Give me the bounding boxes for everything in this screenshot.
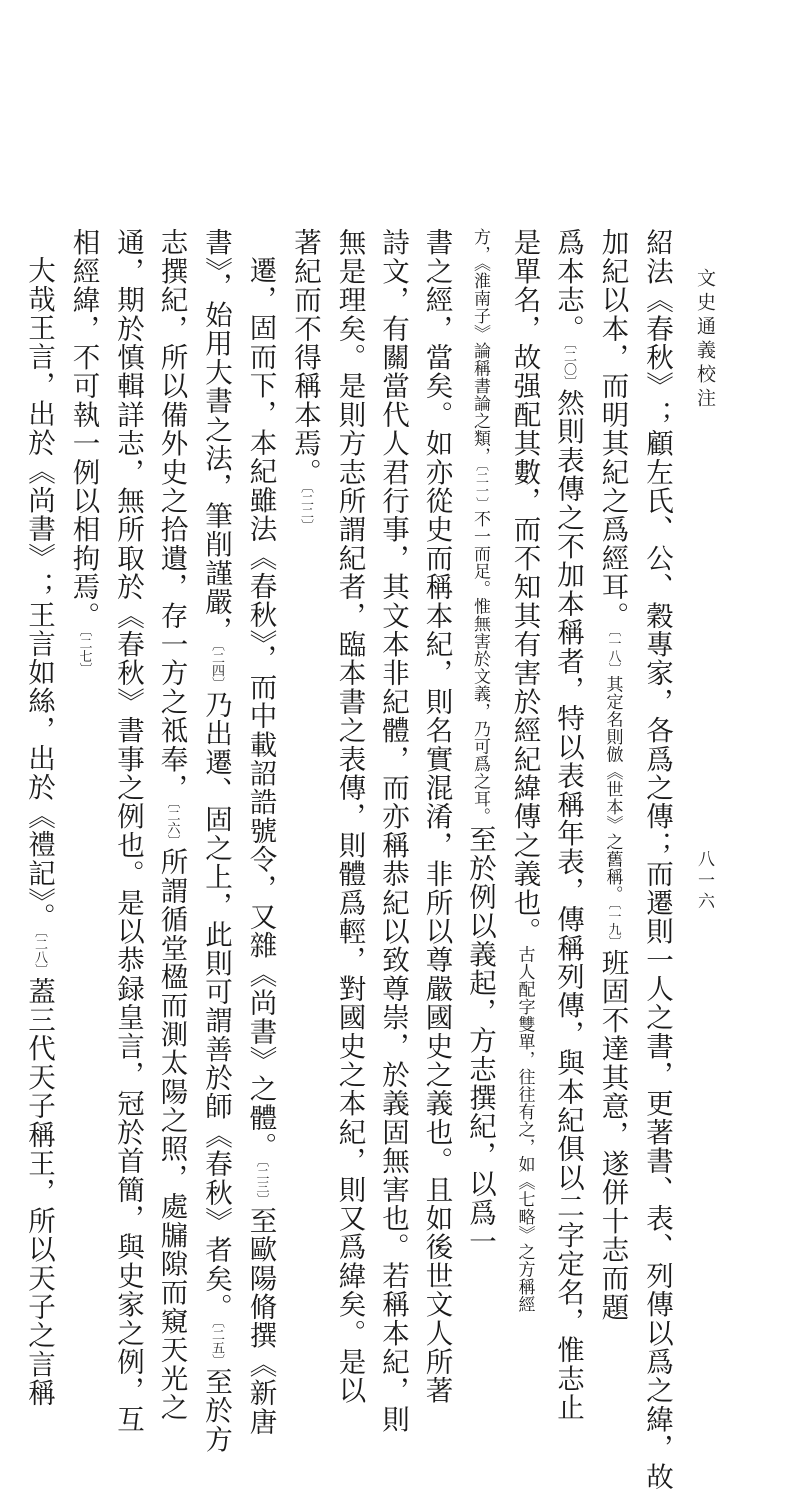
main-text: 通，期於慎輯詳志，無所取於《春秋》書事之例也。是以恭録皇言，冠於首簡，與史家之例，互	[112, 228, 144, 1434]
main-text: 加紀以本，而明其紀之爲經耳。	[596, 228, 629, 630]
footnote-ref: 〔二五〕	[209, 1321, 224, 1368]
text-column-15	[17, 228, 62, 1408]
text-column-8	[327, 228, 371, 1405]
footnote-ref: 〔二四〕	[209, 644, 224, 691]
main-text: 是單名，故强配其數，而不知其有害於經紀緯傳之義也。	[508, 228, 541, 946]
text-column-1	[635, 228, 679, 1491]
main-text: 著紀而不得稱本焉。	[289, 228, 321, 487]
footnote-ref: 〔二二〕	[298, 486, 313, 532]
main-text: 乃出遷、固之上，此則可謂善於師《春秋》者矣。	[200, 690, 232, 1322]
text-column-6	[414, 228, 458, 1405]
text-column-3	[546, 228, 591, 1422]
text-column-5	[458, 228, 503, 1256]
text-column-10	[238, 228, 283, 1436]
footnote-ref: 〔二八〕	[32, 931, 47, 977]
footnote-ref: 〔一八〕	[605, 629, 621, 676]
main-text: 所謂循堂楹而測太陽之照，處牖隙而窺天光之	[155, 847, 188, 1422]
text-column-4	[502, 228, 546, 1313]
main-text: 蓋三代天子稱王，所以天子之言稱	[23, 976, 55, 1408]
text-column-7	[371, 228, 415, 1434]
footnote-ref: 〔二六〕	[164, 802, 180, 848]
inline-note: 不一而足。惟無害於文義，乃可爲之耳。	[470, 510, 490, 825]
footnote-ref: 〔一九〕	[605, 902, 621, 949]
main-text: 無是理矣。是則方志所謂紀者，臨本書之表傳，則體爲輕，對國史之本紀，則又爲緯矣。是以	[333, 228, 366, 1405]
footnote-ref: 〔二〇〕	[561, 342, 576, 389]
main-text: 至於例以義起，方志撰紀，以爲一	[464, 825, 496, 1256]
main-text: 書之經，當矣。如亦從史而稱本紀，則名實混淆，非所以尊嚴國史之義也。且如後世文人所著	[420, 228, 453, 1405]
main-text: 班固不達其意，遂併十志而題	[596, 948, 629, 1322]
text-column-12	[149, 228, 194, 1422]
main-text: 志撰紀，所以備外史之拾遺，存一方之祗奉，	[155, 228, 188, 802]
inline-note: 其定名則倣《世本》之舊稱。	[602, 675, 623, 903]
main-text: 書》，始用大書之法，筆削謹嚴，	[200, 228, 232, 645]
main-text: 至於方	[200, 1367, 232, 1454]
footnote-ref: 〔二一〕	[473, 464, 488, 510]
inline-note: 古人配字雙單，往往有之，如《七略》之方稱經	[514, 945, 535, 1313]
main-text: 遷，固而下，本紀雖法《春秋》，而中載詔誥號令，又雜《尚書》之體。	[244, 256, 277, 1161]
page-number: 八一六	[694, 850, 714, 913]
main-text: 大哉王言，出於《尚書》；王言如絲，出於《禮記》。	[23, 256, 55, 932]
footnote-ref: 〔二七〕	[76, 629, 92, 676]
footnote-ref: 〔二三〕	[253, 1160, 269, 1207]
main-text: 相經緯，不可執一例以相拘焉。	[67, 228, 100, 630]
main-text: 至歐陽脩撰《新唐	[244, 1206, 277, 1436]
main-text: 爲本志。	[552, 228, 584, 343]
text-column-2	[590, 228, 635, 1322]
text-column-9	[283, 228, 328, 1148]
main-text: 詩文，有關當代人君行事，其文本非紀體，而亦稱恭紀以致尊崇，於義固無害也。若稱本紀，則	[377, 228, 409, 1434]
running-title: 文史通義校注	[694, 268, 716, 412]
main-text: 然則表傳之不加本稱者，特以表稱年表，傳稱列傳，與本紀俱以二字定名，惟志止	[552, 388, 584, 1422]
text-column-13	[106, 228, 150, 1434]
text-column-14	[61, 228, 106, 1148]
text-column-11	[194, 228, 239, 1454]
inline-note: 方，《淮南子》論稱書論之類，	[470, 228, 490, 465]
body-text	[17, 228, 679, 1491]
main-text: 紹法《春秋》；顧左氏、公、穀專家，各爲之傳；而遷則一人之書，更著書、表、列傳以爲之緯，故	[641, 228, 673, 1491]
